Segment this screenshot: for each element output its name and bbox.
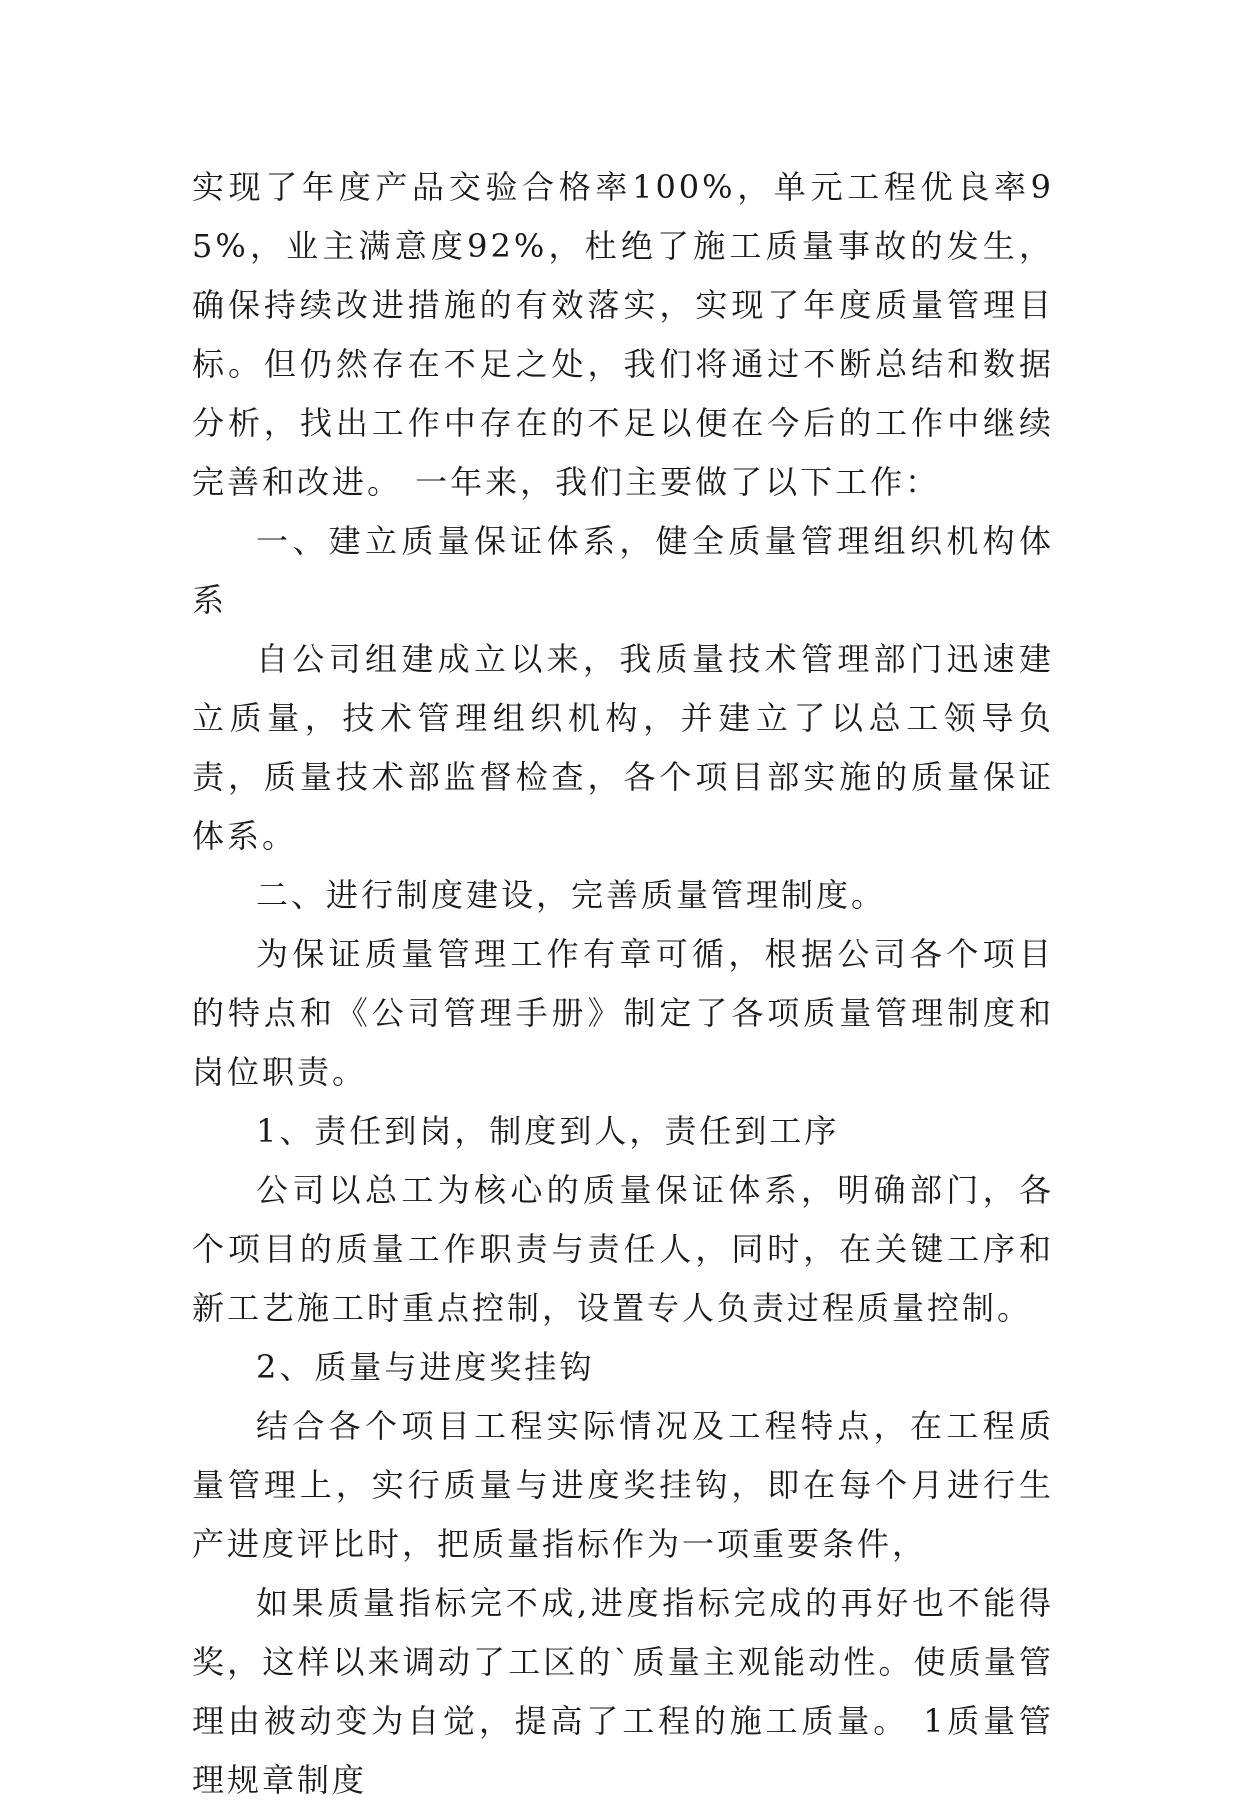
subheading-2: 2、质量与进度奖挂钩	[256, 1348, 595, 1386]
section-heading-2: 二、进行制度建设，完善质量管理制度。	[256, 876, 887, 914]
paragraph-6: 如果质量指标完不成,进度指标完成的再好也不能得奖，这样以来调动了工区的`质量主观能动性。使质量管理由被动变为自觉，提高了工程的施工质量。 1质量管理规章制度	[192, 1584, 1054, 1799]
paragraph-1: 实现了年度产品交验合格率100%，单元工程优良率95%，业主满意度92%，杜绝了施工质量事故的发生，确保持续改进措施的有效落实，实现了年度质量管理目标。但仍然存在不足之处，我们将通过不断总结和数据分析，找出工作中存在的不足以便在今后的工作中继续完善和改进。 一年来，我们主要做了以下工作：	[192, 168, 1054, 501]
paragraph-4: 公司以总工为核心的质量保证体系，明确部门，各个项目的质量工作职责与责任人，同时，在关键工序和新工艺施工时重点控制，设置专人负责过程质量控制。	[192, 1171, 1054, 1327]
paragraph-2: 自公司组建成立以来，我质量技术管理部门迅速建立质量，技术管理组织机构，并建立了以总工领导负责，质量技术部监督检查，各个项目部实施的质量保证体系。	[192, 640, 1054, 855]
paragraph-3: 为保证质量管理工作有章可循，根据公司各个项目的特点和《公司管理手册》制定了各项质量管理制度和岗位职责。	[192, 935, 1054, 1091]
subheading-1: 1、责任到岗，制度到人，责任到工序	[256, 1112, 840, 1150]
document-body	[192, 158, 1054, 1810]
section-heading-1: 一、建立质量保证体系，健全质量管理组织机构体系	[192, 522, 1054, 619]
paragraph-5: 结合各个项目工程实际情况及工程特点，在工程质量管理上，实行质量与进度奖挂钩，即在每个月进行生产进度评比时，把质量指标作为一项重要条件，	[192, 1407, 1054, 1563]
